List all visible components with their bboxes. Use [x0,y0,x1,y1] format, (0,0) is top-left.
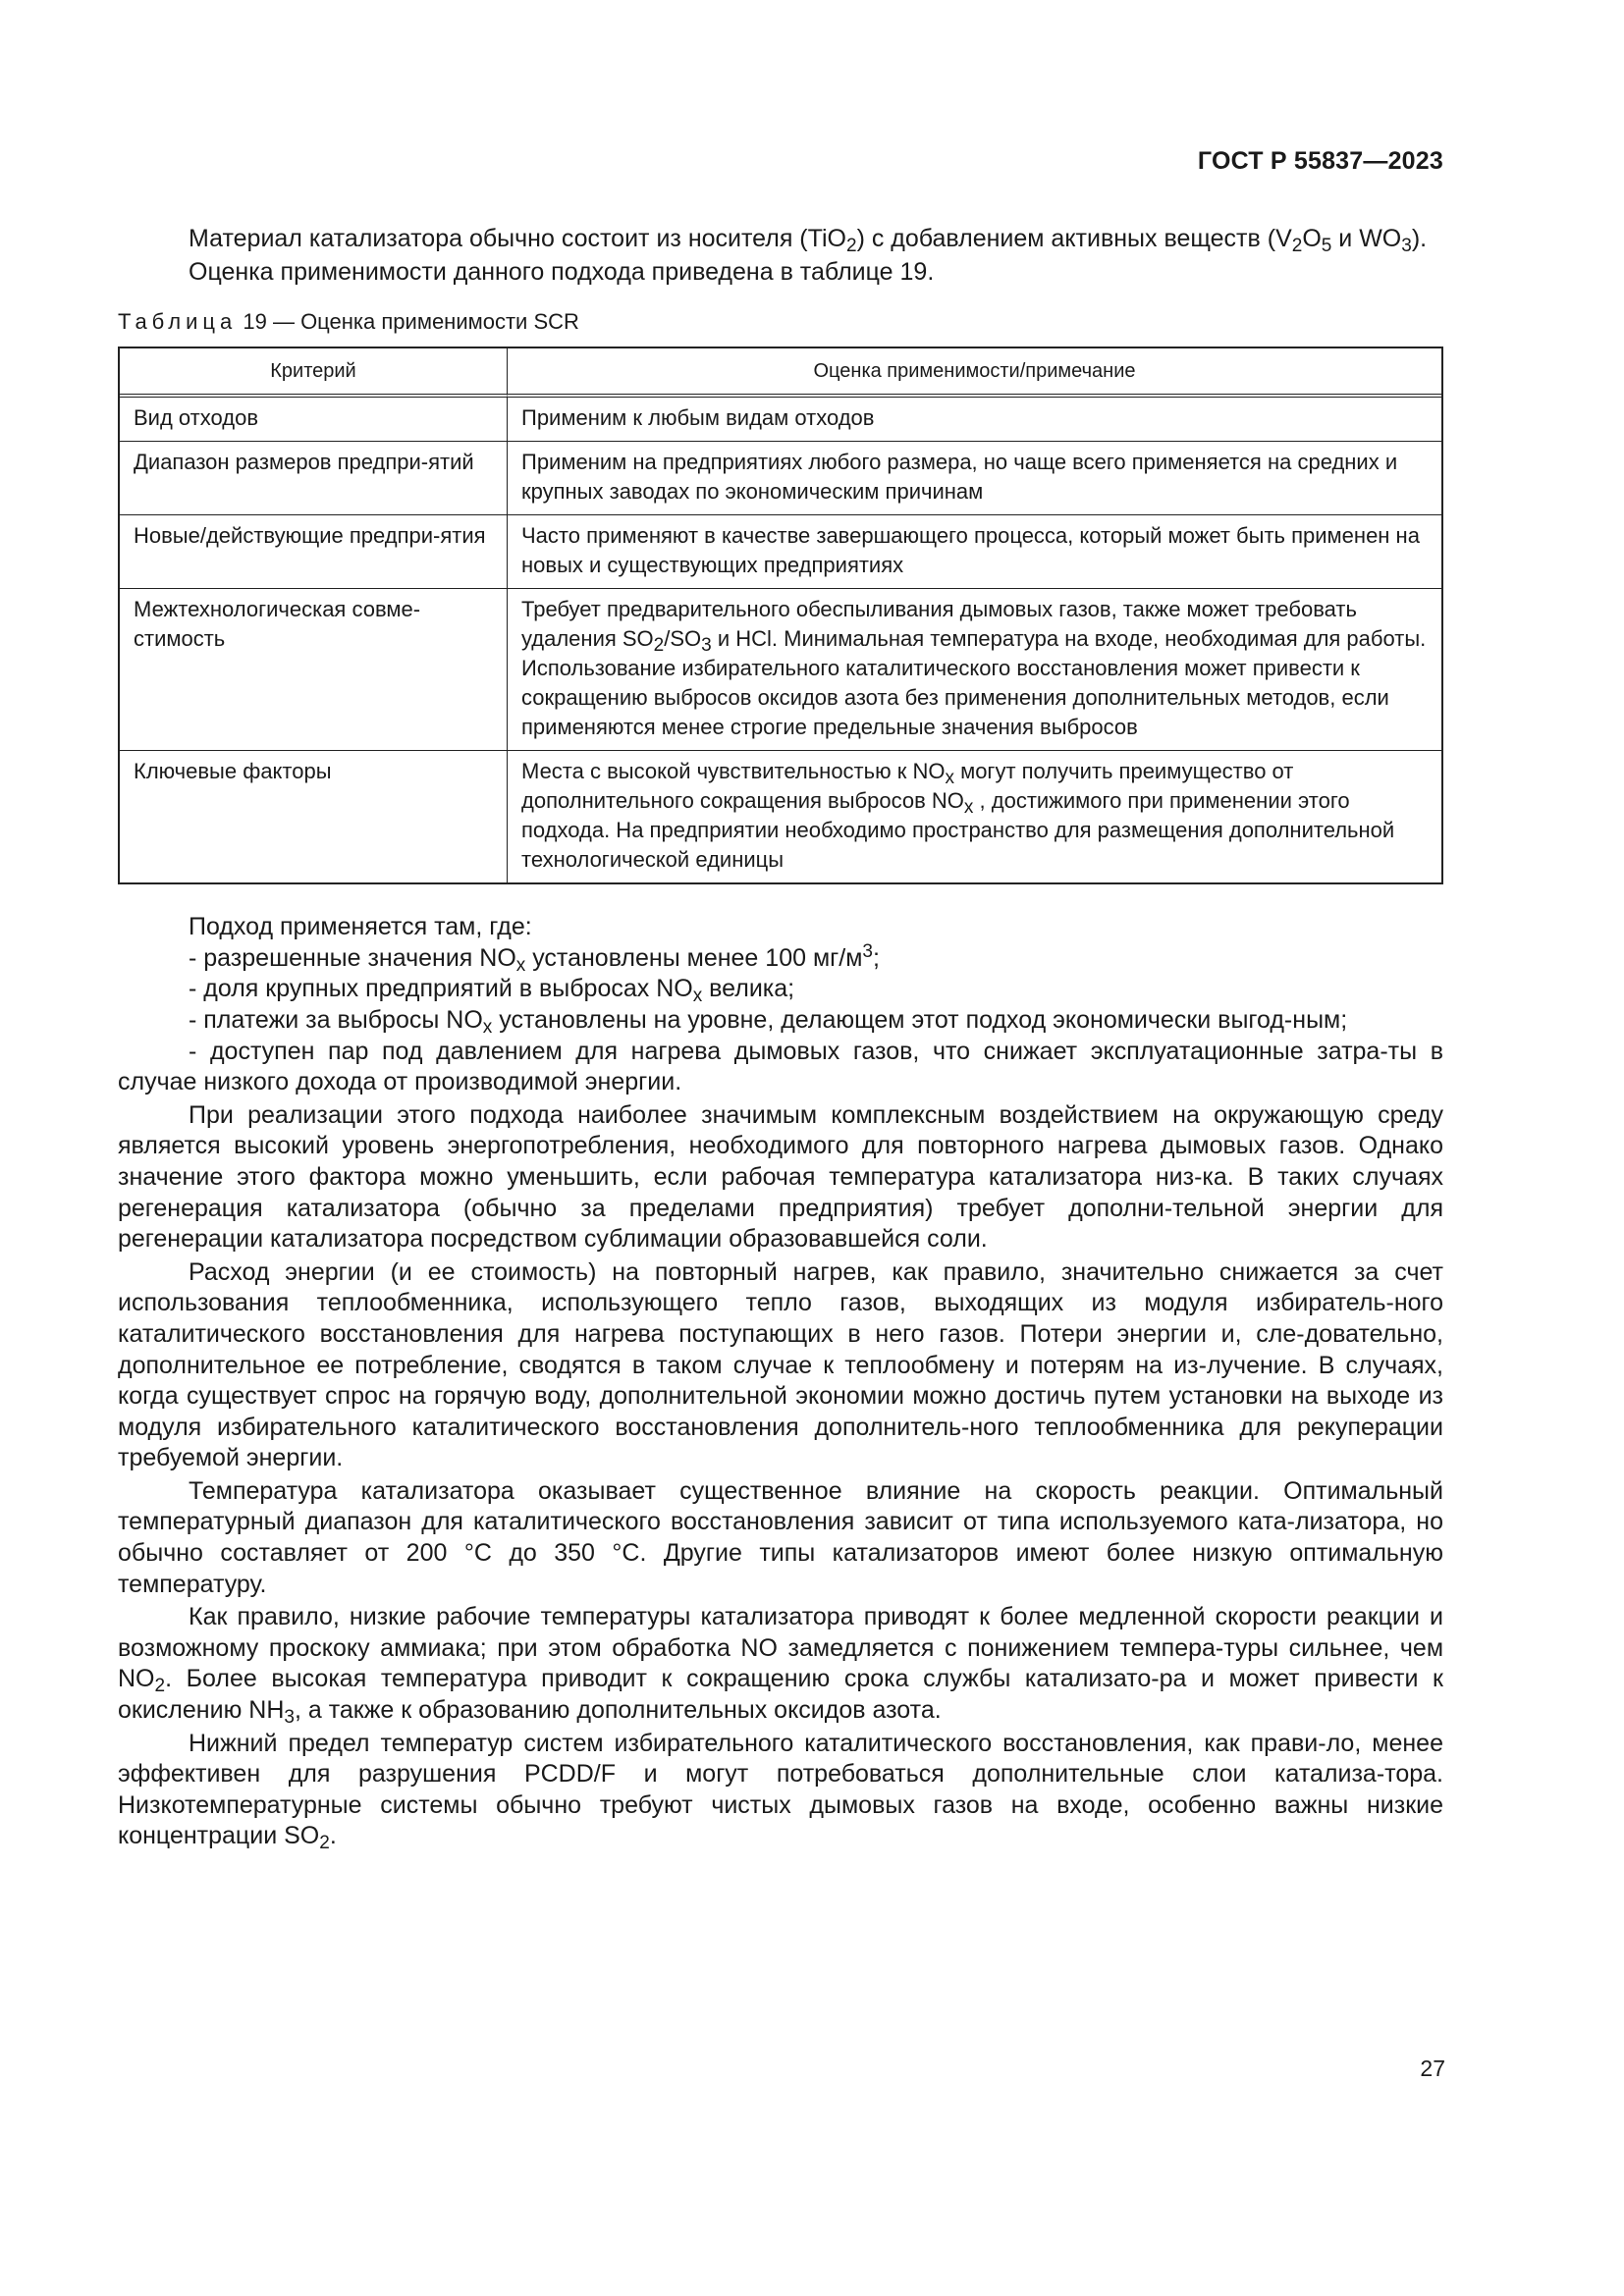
page-number: 27 [1420,2056,1445,2081]
criterion-cell: Ключевые факторы [120,750,508,882]
table-row [120,441,1441,514]
page-content [118,224,1443,1852]
criterion-cell: Вид отходов [120,398,508,441]
header-criterion: Критерий [120,348,508,398]
assessment-cell: Часто применяют в качестве завершающего процесса, который может быть применен на новых и существующих предприятиях [508,514,1441,588]
header-assessment: Оценка применимости/примечание [508,348,1441,398]
criterion-cell: Новые/действующие предпри-ятия [120,514,508,588]
table-header-row [120,348,1441,398]
table-row [120,514,1441,588]
assessment-cell: Применим к любым видам отходов [521,405,875,431]
bullet-item: - разрешенные значения $NO_x$ установлены менее 100 $мг/м^3$; [189,940,880,976]
table-row [120,398,1441,441]
applies-lead: Подход применяется там, где: [189,913,532,941]
table-row [120,750,1441,882]
paragraph-energy: При реализации этого подхода наиболее значимым комплексным воздействием на окружающую среду является высокий уровень энергопотребления, необходимого для повторного нагрева дымовых газов. Однако значение этого фактора можно уменьшить, если рабочая температура катализатора низ-ка. В таких случаях регенерация катализатора (обычно за пределами предприятия) требует дополни-тельной энергии для регенерации катализатора посредством сублимации образовавшейся соли. [118,1100,1443,1254]
table-caption: Таблица 19 — Оценка применимости SCR [118,309,579,335]
bullet-item: - доля крупных предприятий в выбросах $NO_x$ велика; [189,975,795,1007]
bullet-item: - доступен пар под давлением для нагрева дымовых газов, что снижает эксплуатационные затра-ты в случае низкого дохода от производимой энергии. [118,1037,1443,1096]
paragraph-temperature: Температура катализатора оказывает существенное влияние на скорость реакции. Оптимальный температурный диапазон для каталитического восстановления зависит от типа используемого ката-лизатора, но обычно составляет от 200 °С до 350 °С. Другие типы катализаторов имеют более низкую оптимальную температуру. [118,1476,1443,1598]
assessment-cell: Требует предварительного обеспыливания дымовых газов, также может требовать удаления $SO_2/SO_3$ и HCl. Минимальная температура на входе, необходимая для работы. Использование избирательного каталитического восстановления может привести к сокращению выбросов оксидов азота без применения дополнительных методов, если применяются менее строгие предельные значения выбросов [508,588,1441,750]
table-row [120,588,1441,750]
paragraph-low-temperature: Как правило, низкие рабочие температуры катализатора приводят к более медленной скорости реакции и возможному проскоку аммиака; при этом обработка NO замедляется с понижением темпера-туры сильнее, чем $NO_2$. Более высокая температура приводит к сокращению срока службы катализато-ра и может привести к окислению $NH_3$, а также к образованию дополнительных оксидов азота. [118,1603,1443,1729]
material-paragraph: Материал катализатора обычно состоит из носителя (TiO$_2$) с добавлением активных веществ ($V_2O_5$ и $WO_3$). [189,225,1428,256]
paragraph-lower-limit: Нижний предел температур систем избирательного каталитического восстановления, как прави-ло, менее эффективен для разрушения PCDD/F и могут потребоваться дополнительные слои катализа-тора. Низкотемпературные системы обычно требуют чистых дымовых газов на входе, особенно важны низкие концентрации $SO_2$. [118,1729,1443,1854]
assessment-cell: Применим на предприятиях любого размера, но чаще всего применяется на средних и крупных заводах по экономическим причинам [508,441,1441,514]
bullet-item: - платежи за выбросы $NO_x$ установлены на уровне, делающем этот подход экономически выгод-ным; [189,1005,1348,1038]
assessment-cell: Места с высокой чувствительностью к $NO_x$ могут получить преимущество от дополнительного сокращения выбросов $NO_x$ , достижимого при применении этого подхода. На предприятии необходимо пространство для размещения дополнительной технологической единицы [508,750,1441,882]
applicability-table [118,347,1443,884]
criterion-cell: Диапазон размеров предпри-ятий [120,441,508,514]
assessment-reference: Оценка применимости данного подхода приведена в таблице 19. [189,257,935,286]
criterion-cell: Межтехнологическая совме-стимость [120,588,508,750]
standard-designation: ГОСТ Р 55837—2023 [1197,147,1443,175]
paragraph-heat-exchange: Расход энергии (и ее стоимость) на повторный нагрев, как правило, значительно снижается за счет использования теплообменника, использующего тепло газов, выходящих из модуля избиратель-ного каталитического восстановления для нагрева поступающих в него газов. Потери энергии и, сле-довательно, дополнительное ее потребление, сводятся в таком случае к теплообмену и потерям на из-лучение. В случаях, когда существует спрос на горячую воду, дополнительной экономии можно достичь путем установки на выходе из модуля избирательного каталитического восстановления дополнитель-ного теплообменника для рекуперации требуемой энергии. [118,1257,1443,1472]
